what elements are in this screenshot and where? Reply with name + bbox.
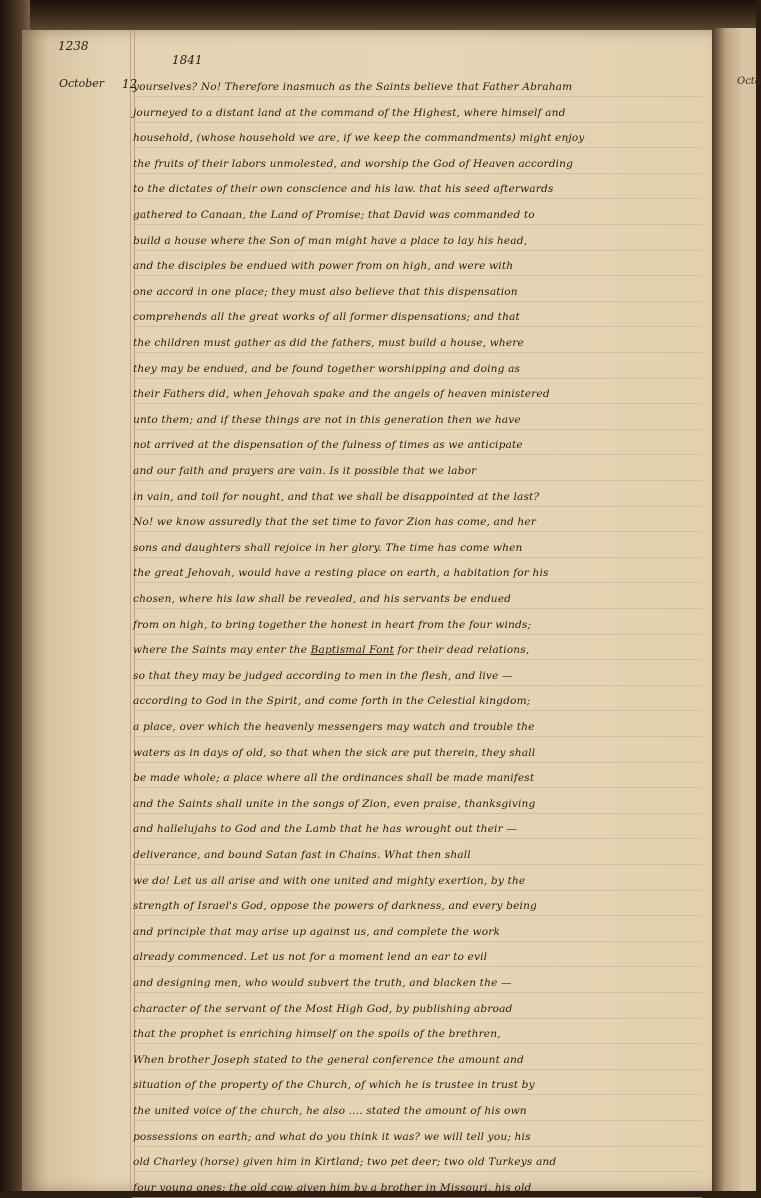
text-line: not arrived at the dispensation of the fulness of times as we anticipate	[133, 439, 523, 452]
text-line: their Fathers did, when Jehovah spake and the angels of heaven ministered	[133, 388, 550, 401]
ruled-line	[132, 147, 702, 148]
ruled-line	[132, 454, 702, 455]
text-line: old Charley (horse) given him in Kirtland; two pet deer; two old Turkeys and	[133, 1156, 557, 1169]
text-line: unto them; and if these things are not in this generation then we have	[133, 413, 521, 426]
ruled-line	[132, 224, 702, 225]
text-line: and hallelujahs to God and the Lamb that he has wrought out their —	[133, 823, 518, 836]
ruled-line	[132, 1069, 702, 1070]
text-line: the great Jehovah, would have a resting place on earth, a habitation for his	[133, 567, 549, 580]
text-line: and our faith and prayers are vain. Is it possible that we labor	[133, 465, 477, 477]
facing-page-edge	[712, 28, 756, 1191]
ruled-line	[132, 198, 702, 199]
text-line: already commenced. Let us not for a moment lend an ear to evil	[133, 951, 488, 964]
ruled-line	[132, 531, 702, 532]
text-line: we do! Let us all arise and with one united and mighty exertion, by the	[133, 874, 526, 887]
ruled-line	[132, 710, 702, 711]
text-line: No! we know assuredly that the set time to favor Zion has come, and her	[133, 516, 537, 529]
text-line: build a house where the Son of man might have a place to lay his head,	[133, 234, 528, 247]
text-line: and principle that may arise up against us, and complete the work	[133, 925, 501, 938]
text-line: household, (whose household we are, if we keep the commandments) might enjoy	[133, 132, 585, 145]
text-line: to the dictates of their own conscience and his law. that his seed afterwards	[133, 183, 554, 196]
ruled-line	[132, 1094, 702, 1095]
ruled-line	[132, 480, 702, 481]
entry-month: October	[59, 77, 105, 90]
ruled-line	[132, 1146, 702, 1147]
text-line: the children must gather as did the fathers, must build a house, where	[133, 337, 524, 349]
ruled-line	[132, 787, 702, 788]
text-line: from on high, to bring together the honest in heart from the four winds;	[133, 618, 532, 631]
ruled-line	[132, 173, 702, 174]
ruled-line	[132, 813, 702, 814]
ruled-line	[132, 685, 702, 686]
ruled-line	[132, 890, 702, 891]
ruled-line	[132, 1120, 702, 1121]
text-line: so that they may be judged according to men in the flesh, and live —	[133, 669, 513, 682]
ruled-line	[132, 941, 702, 942]
text-line: they may be endued, and be found together worshipping and doing as	[133, 362, 521, 375]
text-line: according to God in the Spirit, and come forth in the Celestial kingdom;	[133, 695, 531, 708]
facing-page-margin-note: Octo	[737, 76, 761, 87]
text-line: and designing men, who would subvert the truth, and blacken the —	[133, 977, 512, 989]
ruled-line	[132, 96, 702, 97]
text-line: comprehends all the great works of all former dispensations; and that	[133, 311, 520, 324]
text-line: strength of Israel's God, oppose the powers of darkness, and every being	[133, 900, 537, 913]
text-line: four young ones; the old cow given him by a brother in Missouri, his old	[133, 1181, 532, 1194]
text-line: waters as in days of old, so that when the sick are put therein, they shall	[133, 746, 536, 759]
page-number: 1238	[58, 39, 89, 53]
text-line: the fruits of their labors unmolested, and worship the God of Heaven according	[133, 157, 574, 170]
text-segment: for their dead relations,	[393, 644, 530, 657]
ruled-line	[132, 864, 702, 865]
ruled-line	[132, 301, 702, 302]
ruled-line	[132, 966, 702, 967]
ruled-line	[132, 915, 702, 916]
text-line: chosen, where his law shall be revealed, and his servants be endued	[133, 593, 512, 605]
manuscript-page	[22, 30, 712, 1194]
text-segment: where the Saints may enter the	[133, 644, 311, 657]
text-line: sons and daughters shall rejoice in her glory. The time has come when	[133, 541, 523, 554]
text-line: situation of the property of the Church, of which he is trustee in trust by	[133, 1079, 535, 1092]
ruled-line	[132, 378, 702, 379]
ruled-line	[132, 838, 702, 839]
margin-rule	[130, 30, 131, 1191]
text-line: character of the servant of the Most High God, by publishing abroad	[133, 1002, 513, 1015]
text-line: and the Saints shall unite in the songs of Zion, even praise, thanksgiving	[133, 797, 536, 810]
text-line: deliverance, and bound Satan fast in Chains. What then shall	[133, 849, 471, 861]
text-line: a place, over which the heavenly messengers may watch and trouble the	[133, 721, 535, 733]
ruled-line	[132, 250, 702, 251]
text-line: gathered to Canaan, the Land of Promise; that David was commanded to	[133, 209, 535, 221]
ruled-line	[132, 634, 702, 635]
ruled-line	[132, 122, 702, 123]
text-line: in vain, and toil for nought, and that we shall be disappointed at the last?	[133, 490, 540, 503]
text-line: one accord in one place; they must also believe that this dispensation	[133, 285, 518, 298]
ruled-line	[132, 506, 702, 507]
text-line: the united voice of the church, he also .... stated the amount of his own	[133, 1105, 527, 1117]
ruled-line	[132, 352, 702, 353]
ruled-line	[132, 429, 702, 430]
entry-day: 12	[122, 77, 138, 91]
ruled-line	[132, 1018, 702, 1019]
text-line: yourselves? No! Therefore inasmuch as the Saints believe that Father Abraham	[133, 81, 573, 93]
ruled-line	[132, 762, 702, 763]
book-top-edge	[22, 0, 756, 30]
underlined-term: Baptismal Font	[310, 644, 394, 657]
ruled-line	[132, 736, 702, 737]
ruled-line	[132, 557, 702, 558]
entry-year: 1841	[172, 53, 203, 67]
ruled-line	[132, 1043, 702, 1044]
text-line: When brother Joseph stated to the general conference the amount and	[133, 1053, 524, 1066]
text-line: be made whole; a place where all the ordinances shall be made manifest	[133, 772, 535, 785]
ruled-line	[132, 608, 702, 609]
ruled-line	[132, 1171, 702, 1172]
ruled-line	[132, 582, 702, 583]
ruled-line	[132, 326, 702, 327]
ruled-line	[132, 992, 702, 993]
ruled-line	[132, 403, 702, 404]
text-line: that the prophet is enriching himself on the spoils of the brethren,	[133, 1028, 501, 1041]
text-line: and the disciples be endued with power from on high, and were with	[133, 260, 514, 273]
text-line: possessions on earth; and what do you think it was? we will tell you; his	[133, 1130, 531, 1143]
text-line: journeyed to a distant land at the command of the Highest, where himself and	[133, 106, 566, 119]
ruled-line	[132, 275, 702, 276]
text-line	[133, 645, 529, 656]
ruled-line	[132, 659, 702, 660]
